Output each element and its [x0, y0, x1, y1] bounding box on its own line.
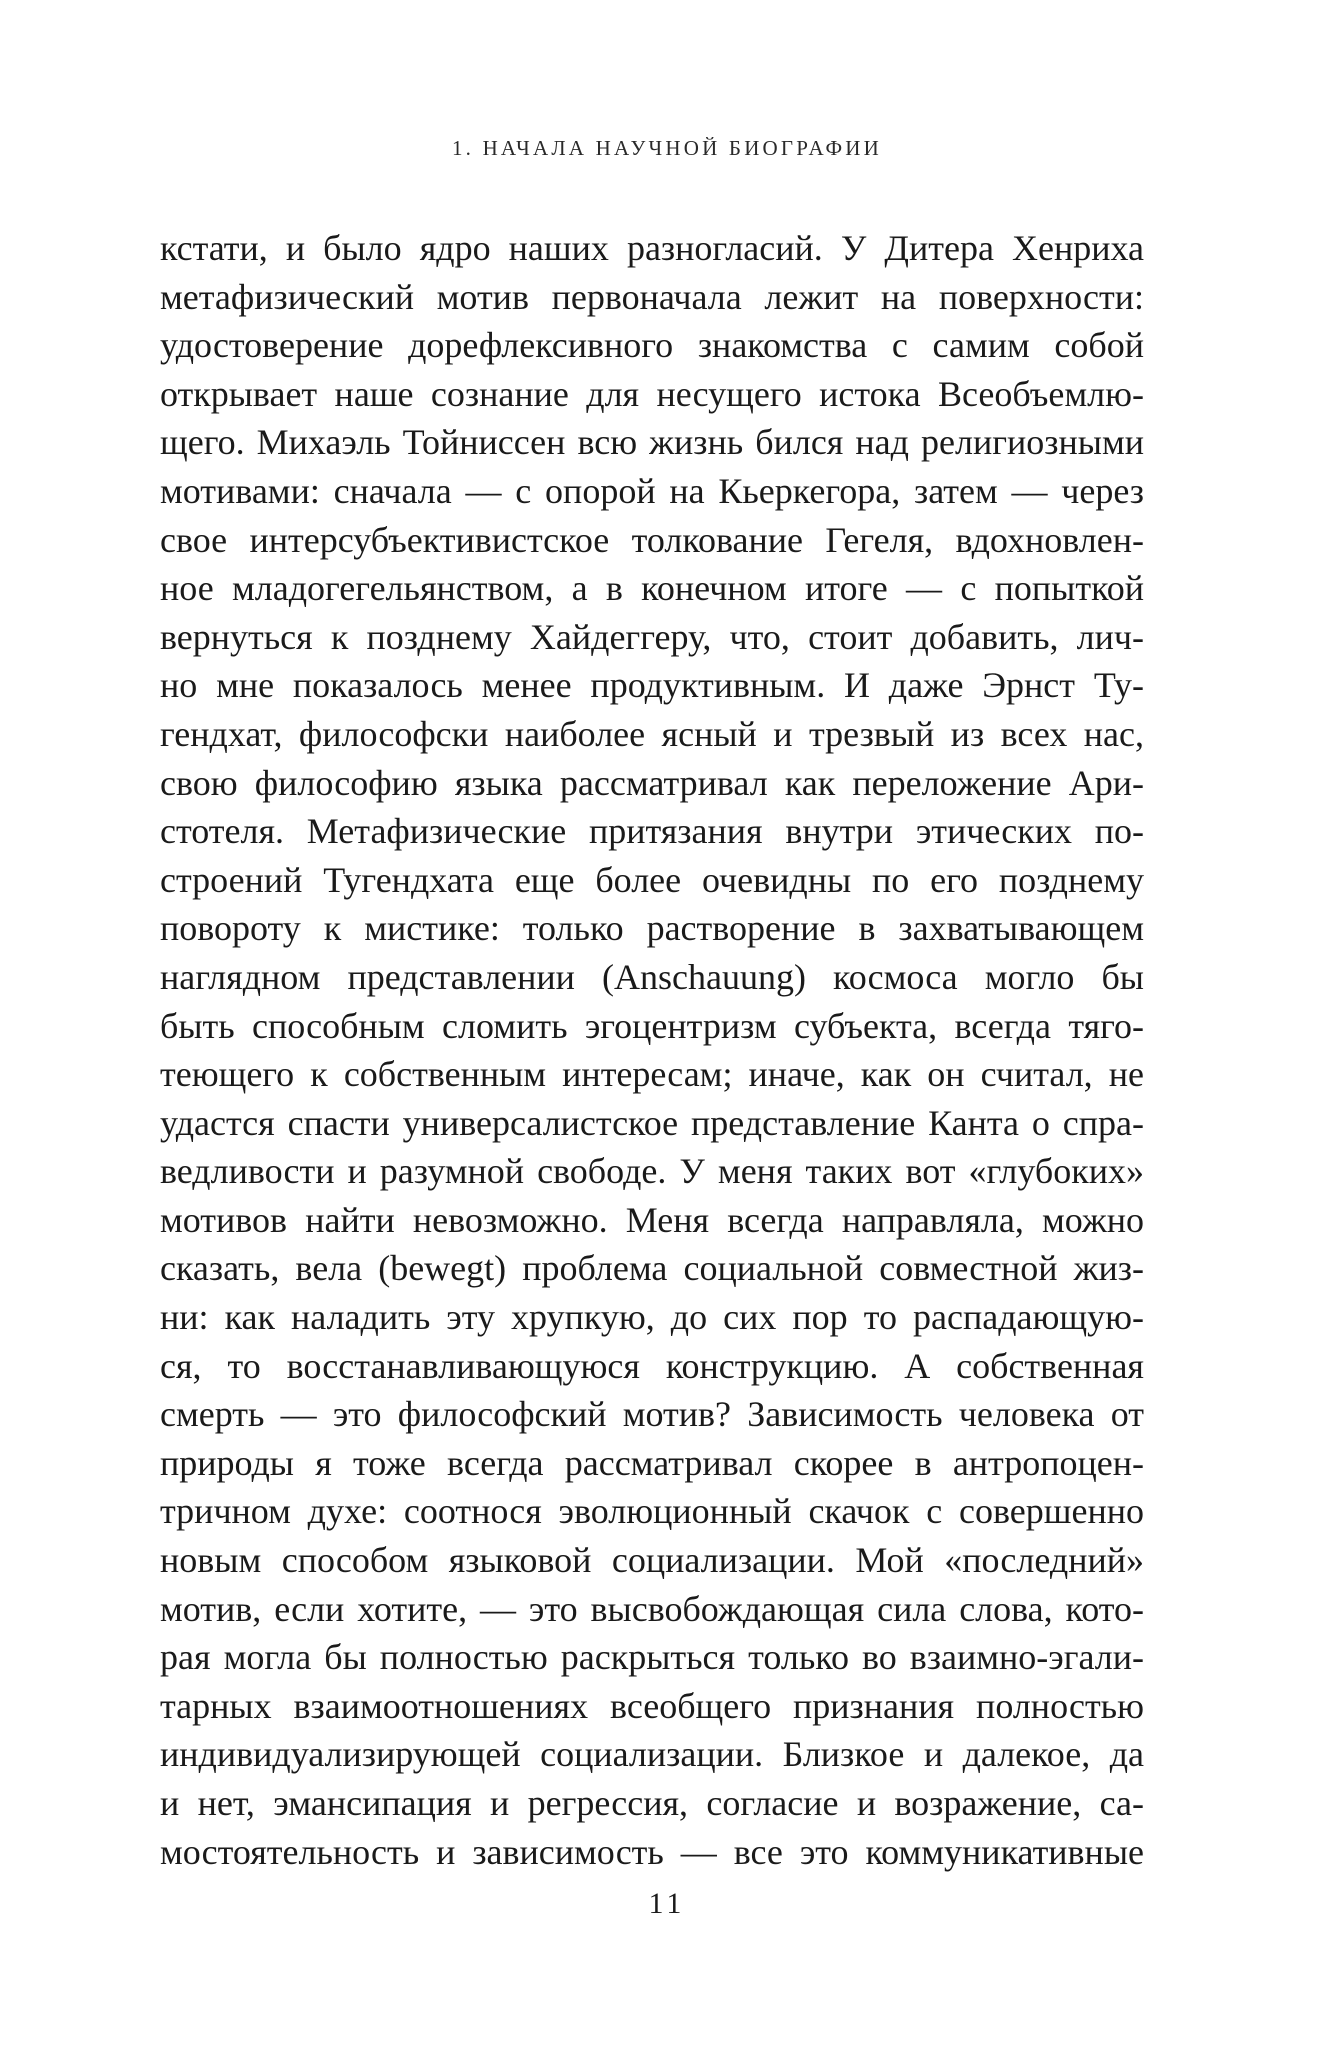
- text-line: свое интерсубъективистское толкование Гегеля, вдохновлен-: [160, 519, 1144, 560]
- text-line: мотив, если хотите, — это высвобождающая сила слова, кото-: [160, 1588, 1144, 1629]
- text-line: наглядном представлении (Anschauung) космоса могло бы: [160, 956, 1144, 997]
- text-line: удостоверение дорефлексивного знакомства с самим собой: [160, 325, 1144, 366]
- body-text: [160, 224, 1144, 1876]
- text-line: свою философию языка рассматривал как переложение Ари-: [160, 762, 1144, 803]
- text-line: повороту к мистике: только растворение в захватывающем: [160, 908, 1144, 949]
- text-line: тарных взаимоотношениях всеобщего признания полностью: [160, 1685, 1144, 1726]
- text-line: ведливости и разумной свободе. У меня таких вот «глубоких»: [160, 1151, 1144, 1192]
- text-line: быть способным сломить эгоцентризм субъекта, всегда тяго-: [160, 1005, 1144, 1046]
- text-line: метафизический мотив первоначала лежит на поверхности:: [160, 276, 1144, 317]
- text-line: и нет, эмансипация и регрессия, согласие и возражение, са-: [160, 1783, 1144, 1823]
- text-line: теющего к собственным интересам; иначе, как он считал, не: [160, 1054, 1144, 1095]
- text-line: смерть — это философский мотив? Зависимость человека от: [160, 1394, 1144, 1435]
- text-line: мотивами: сначала — с опорой на Кьеркегора, затем — через: [160, 470, 1144, 511]
- text-line: рая могла бы полностью раскрыться только во взаимно-эгали-: [160, 1637, 1144, 1678]
- text-line: тричном духе: соотнося эволюционный скачок с совершенно: [160, 1491, 1144, 1532]
- text-line: мостоятельность и зависимость — все это коммуникативные: [160, 1831, 1144, 1872]
- text-line: новым способом языковой социализации. Мой «последний»: [160, 1540, 1144, 1581]
- running-head: 1. НАЧАЛА НАУЧНОЙ БИОГРАФИИ: [451, 136, 883, 160]
- text-line: природы я тоже всегда рассматривал скорее в антропоцен-: [160, 1442, 1144, 1483]
- text-line: индивидуализирующей социализации. Близкое и далекое, да: [160, 1734, 1144, 1775]
- text-line: открывает наше сознание для несущего истока Всеобъемлю-: [160, 373, 1144, 414]
- text-line: гендхат, философски наиболее ясный и трезвый из всех нас,: [160, 713, 1144, 754]
- text-line: ное младогегельянством, а в конечном итоге — с попыткой: [160, 568, 1144, 609]
- text-line: но мне показалось менее продуктивным. И даже Эрнст Ту-: [160, 665, 1144, 706]
- text-line: сказать, вела (bewegt) проблема социальной совместной жиз-: [160, 1248, 1144, 1289]
- text-line: стотеля. Метафизические притязания внутри этических по-: [160, 811, 1144, 852]
- page-number: 11: [648, 1887, 686, 1920]
- text-line: кстати, и было ядро наших разногласий. У Дитера Хенриха: [160, 228, 1144, 268]
- text-line: вернуться к позднему Хайдеггеру, что, стоит добавить, лич-: [160, 616, 1144, 657]
- text-line: ся, то восстанавливающуюся конструкцию. А собственная: [160, 1345, 1144, 1386]
- text-line: щего. Михаэль Тойниссен всю жизнь бился над религиозными: [160, 422, 1144, 463]
- text-line: ни: как наладить эту хрупкую, до сих пор то распадающую-: [160, 1297, 1144, 1338]
- text-line: мотивов найти невозможно. Меня всегда направляла, можно: [160, 1199, 1144, 1240]
- text-line: удастся спасти универсалистское представление Канта о спра-: [160, 1102, 1144, 1143]
- text-line: строений Тугендхата еще более очевидны по его позднему: [160, 859, 1144, 900]
